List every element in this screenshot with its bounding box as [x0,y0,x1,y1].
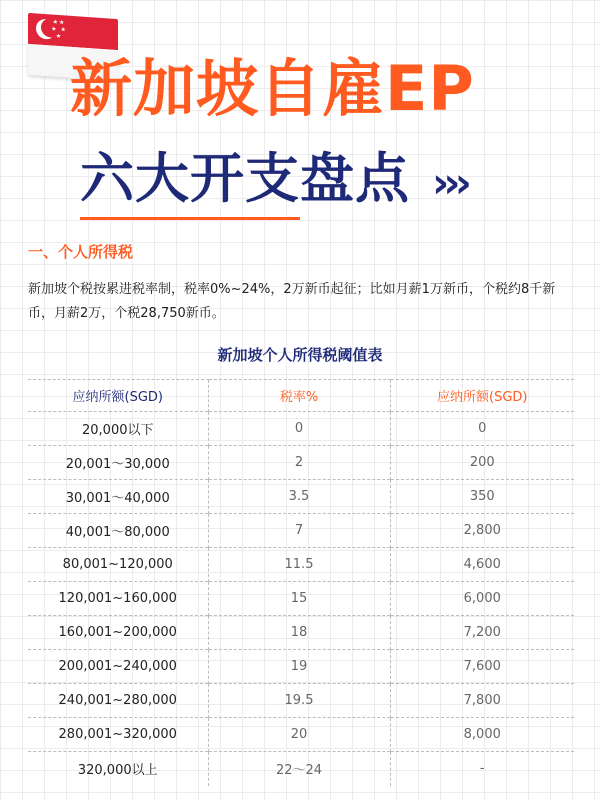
column-header-income: 应纳所额(SGD) [28,380,208,412]
tax-amount: 7,600 [390,650,574,684]
table-row [28,548,574,582]
income-bracket: 240,001~280,000 [28,684,208,718]
table-row [28,582,574,616]
tax-threshold-table [28,379,574,786]
tax-rate: 7 [208,514,390,548]
tax-rate: 20 [208,718,390,752]
table-header-row [28,380,574,412]
table-row [28,446,574,480]
title-underline [80,217,300,220]
table-row [28,684,574,718]
table-row [28,752,574,786]
chevron-right-icon: ››› [432,158,466,207]
tax-amount: 0 [390,412,574,446]
income-bracket: 80,001~120,000 [28,548,208,582]
income-bracket: 20,001～30,000 [28,446,208,480]
tax-amount: 2,800 [390,514,574,548]
table-row [28,650,574,684]
income-bracket: 200,001~240,000 [28,650,208,684]
tax-amount: 7,800 [390,684,574,718]
page-title: 新加坡自雇EP [70,52,475,125]
table-row [28,616,574,650]
income-bracket: 40,001～80,000 [28,514,208,548]
table-row [28,480,574,514]
income-bracket: 120,001~160,000 [28,582,208,616]
tax-amount: 8,000 [390,718,574,752]
income-bracket: 160,001~200,000 [28,616,208,650]
tax-amount: 200 [390,446,574,480]
tax-rate: 0 [208,412,390,446]
tax-rate: 2 [208,446,390,480]
income-bracket: 320,000以上 [28,752,208,786]
column-header-rate: 税率% [208,380,390,412]
tax-amount: 6,000 [390,582,574,616]
tax-rate: 18 [208,616,390,650]
table-title: 新加坡个人所得税阈值表 [217,346,383,364]
table-row [28,718,574,752]
tax-rate: 11.5 [208,548,390,582]
tax-amount: 350 [390,480,574,514]
tax-amount: 7,200 [390,616,574,650]
intro-paragraph: 新加坡个税按累进税率制，税率0%~24%，2万新币起征；比如月薪1万新币，个税约8千新币，月薪2万，个税28,750新币。 [28,282,556,321]
tax-amount: 4,600 [390,548,574,582]
tax-rate: 19.5 [208,684,390,718]
tax-rate: 3.5 [208,480,390,514]
flag-stars: ★★ ★ ★ ★ [51,18,67,41]
table-row [28,514,574,548]
income-bracket: 30,001～40,000 [28,480,208,514]
tax-rate: 19 [208,650,390,684]
income-bracket: 280,001~320,000 [28,718,208,752]
tax-rate: 15 [208,582,390,616]
tax-amount: - [390,752,574,786]
income-bracket: 20,000以下 [28,412,208,446]
section-heading: 一、个人所得税 [28,243,134,261]
tax-rate: 22～24 [208,752,390,786]
page-subtitle: 六大开支盘点 [80,147,410,210]
column-header-tax: 应纳所额(SGD) [390,380,574,412]
table-row [28,412,574,446]
